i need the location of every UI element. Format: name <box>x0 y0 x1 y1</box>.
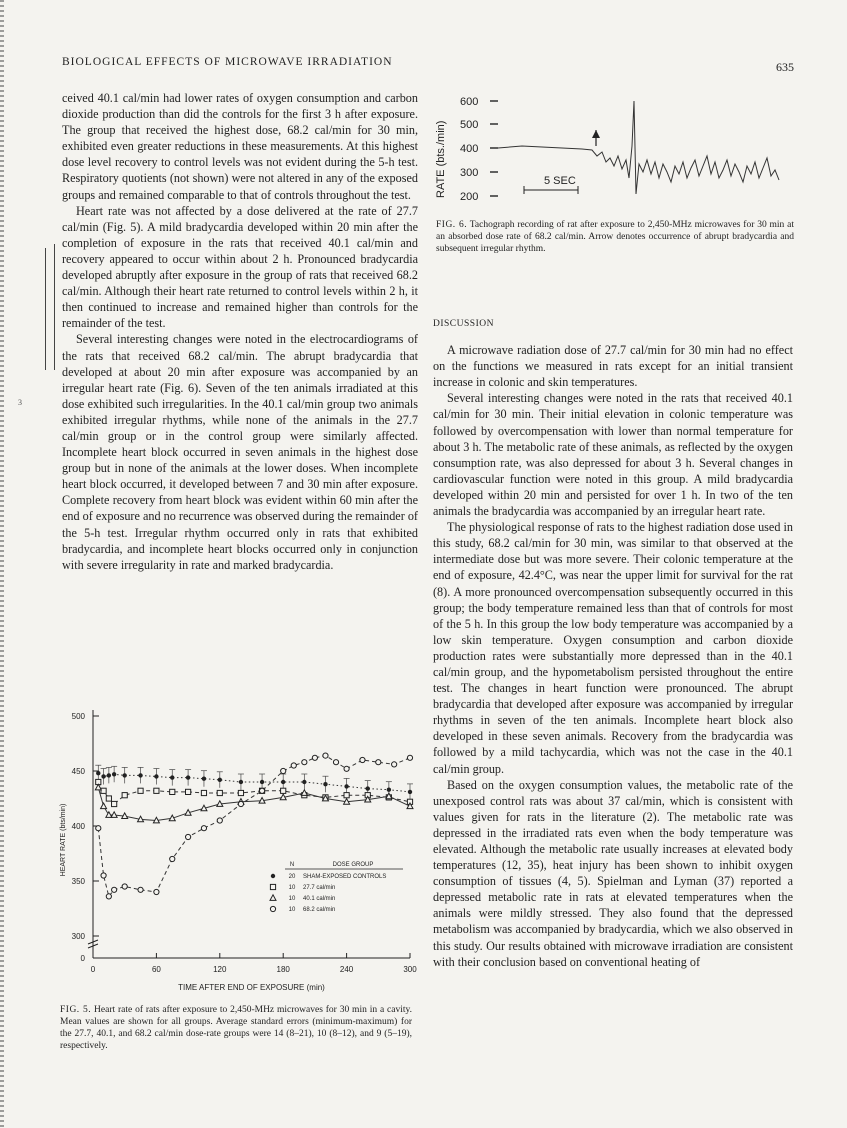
x-tick-label: 0 <box>90 965 96 974</box>
figure-5-caption <box>60 1004 412 1052</box>
data-point <box>154 788 159 793</box>
paragraph: Based on the oxygen consumption values, the metabolic rate of the unexposed control rats was about 37 cal/min, which is consistent with values given for rats in the literature (2). The metabolic rate was depressed in the irradiated rats even when the body temperature was elevated. Although the metabolic rate usually increases at elevated body temperatures (12, 35), heat injury has been shown to inhibit oxygen consumption of tissues (4, 5). Spielman and Lyman (37) reported a depressed metabolic rate in rats at elevated temperatures when the animals were mildly stressed. They also found that the depressed metabolism was accompanied by bradycardia, which we also observed in this study. Our results obtained with microwave irradiation are consistent with their conclusion based on conventional heating of <box>433 777 793 969</box>
scan-edge <box>0 0 4 1128</box>
data-point <box>344 793 349 798</box>
data-point <box>302 760 307 765</box>
arrow-head-icon <box>592 130 600 138</box>
page-number: 635 <box>776 60 794 74</box>
legend-header-n: N <box>289 862 295 868</box>
fig6-ytick: 500 <box>460 119 479 131</box>
data-point <box>408 790 412 794</box>
data-point <box>106 796 111 801</box>
legend-n: 10 <box>288 885 296 891</box>
fig6-ytick: 200 <box>460 191 479 203</box>
data-point <box>96 771 100 775</box>
data-point <box>101 788 106 793</box>
figure-5-label: FIG. 5. <box>60 1005 92 1015</box>
data-point <box>138 887 143 892</box>
data-point <box>101 873 106 878</box>
data-point <box>101 803 107 809</box>
legend-marker <box>271 874 275 878</box>
fig6-ytick: 300 <box>460 167 479 179</box>
data-point <box>360 757 365 762</box>
data-point <box>376 760 381 765</box>
fig6-ytick: 600 <box>460 96 479 108</box>
paragraph: A microwave radiation dose of 27.7 cal/min for 30 min had no effect on the functions we measured in rats except for an initial transient increase in colonic and skin temperatures. <box>433 343 793 390</box>
data-point <box>392 762 397 767</box>
data-point <box>201 790 206 795</box>
fig6-ylabel: RATE (bts./min) <box>435 120 447 198</box>
x-tick-label: 240 <box>339 965 354 974</box>
section-heading: DISCUSSION <box>433 319 494 329</box>
data-point <box>238 801 243 806</box>
data-point <box>344 784 348 788</box>
data-point <box>291 763 296 768</box>
data-point <box>333 760 338 765</box>
data-point <box>112 887 117 892</box>
data-point <box>138 788 143 793</box>
data-point <box>344 766 349 771</box>
data-point <box>154 889 159 894</box>
x-axis-label: TIME AFTER END OF EXPOSURE (min) <box>178 983 325 992</box>
y-tick-label: 350 <box>71 877 85 886</box>
fig6-ytick: 400 <box>460 143 479 155</box>
legend-marker <box>270 895 276 901</box>
paragraph: Several interesting changes were noted in the rats that received 40.1 cal/min for 30 min. Their initial elevation in colonic temperature was followed by overcompensation with lower than normal temperature for about 3 h. The metabolic rate of these animals, as reflected by the oxygen consumption rate, was also depressed for about 3 h. Several changes in cardiovascular function were noted in this group. A mild bradycardia developed within 20 min and persisted for over 1 h. In two of the ten animals the bradycardia was accompanied by an irregular heart rate. <box>433 391 793 519</box>
paragraph: Several interesting changes were noted in the electrocardiograms of the rats that received 68.2 cal/min. The abrupt bradycardia that developed at about 20 min after exposure was accompanied by an irregular heart rate (Fig. 6). Seven of the ten animals irradiated at this dose exhibited such irregularities. In the 40.1 cal/min group two animals exhibited irregular rhythms, while none of the animals in the 27.7 cal/min group or in the control group were similarly affected. Incomplete heart block occurred in seven animals in the highest dose group but in none of the animals at the lower doses. When incomplete heart block occurred, it developed between 7 and 30 min after exposure. Complete recovery from heart block was evident within 60 min after the end of exposure and no recurrence was observed during the remainder of the 5-h test. Irregular rhythm occurred only in rats that exhibited bradycardia, and incomplete heart blocks occurred only in conjunction with severe irregularity in rate and marked bradycardia. <box>62 332 418 572</box>
data-point <box>122 793 127 798</box>
y-tick-label: 300 <box>71 932 85 941</box>
data-point <box>170 789 175 794</box>
series-line <box>98 773 410 792</box>
data-point <box>106 894 111 899</box>
figure-5-caption-text: Heart rate of rats after exposure to 2,450-MHz microwaves for 30 min in a cavity. Mean values are shown for all groups. Average standard errors (minimum-maximum) for the 27.7, 40.1, and 68.2 cal/min dose-rate groups were 14 (8–21), 10 (8–12), and 9 (5–19), respectively. <box>60 1005 412 1051</box>
running-title: BIOLOGICAL EFFECTS OF MICROWAVE IRRADIATION <box>62 56 393 68</box>
data-point <box>101 774 105 778</box>
margin-rule <box>45 248 46 370</box>
legend-marker <box>270 906 275 911</box>
data-point <box>170 856 175 861</box>
fig6-scale-label: 5 SEC <box>544 175 576 187</box>
data-point <box>302 780 306 784</box>
legend-marker <box>270 884 275 889</box>
data-point <box>96 826 101 831</box>
legend-label: 27.7 cal/min <box>303 885 336 891</box>
figure-6-caption <box>436 219 794 255</box>
y-tick-label: 0 <box>80 954 85 963</box>
data-point <box>217 818 222 823</box>
data-point <box>186 789 191 794</box>
data-point <box>281 788 286 793</box>
x-tick-label: 300 <box>403 965 417 974</box>
paragraph: ceived 40.1 cal/min had lower rates of oxygen consumption and carbon dioxide production than did the controls for the first 3 h after exposure. The group that received the highest dose, 68.2 cal/min for 30 min, exhibited even greater reductions in these measurements. At this highest dose level recovery to control levels was not evident during the 5-h test. Respiratory quotients (not shown) were not altered in any of the exposed groups and remained comparable to that of controls throughout the test. <box>62 91 418 202</box>
data-point <box>366 786 370 790</box>
y-tick-label: 500 <box>71 712 85 721</box>
data-point <box>154 774 158 778</box>
legend-header-dose: DOSE GROUP <box>332 862 374 868</box>
legend-n: 10 <box>288 896 296 902</box>
data-point <box>312 755 317 760</box>
figure-6-caption-text: Tachograph recording of rat after exposure to 2,450-MHz microwaves for 30 min at an absorbed dose rate of 68.2 cal/min. Arrow denotes occurrence of abrupt bradycardia and subsequent irregular rhythm. <box>436 220 794 254</box>
data-point <box>217 790 222 795</box>
data-point <box>170 775 174 779</box>
paragraph: Heart rate was not affected by a dose delivered at the rate of 27.7 cal/min (Fig. 5). A mild bradycardia developed within 20 min after the completion of exposure in the rats that received 40.1 cal/min and recovery appeared to occur within about 2 h. Pronounced bradycardia developed abruptly after exposure in the group of rats that received 68.2 cal/min. Although their heart rate returned to control levels within 2 h, it then continued to increase and remained higher than controls for the remainder of the test. <box>62 203 418 331</box>
data-point <box>107 773 111 777</box>
data-point <box>281 768 286 773</box>
data-point <box>323 753 328 758</box>
legend-n: 20 <box>288 874 296 880</box>
figure-5-chart <box>55 700 430 1000</box>
x-tick-label: 180 <box>276 965 290 974</box>
right-column <box>433 316 793 970</box>
left-column <box>62 90 418 573</box>
data-point <box>218 778 222 782</box>
data-point <box>201 826 206 831</box>
data-point <box>112 772 116 776</box>
legend-label: 68.2 cal/min <box>303 907 336 913</box>
data-point <box>238 790 243 795</box>
data-point <box>138 773 142 777</box>
data-point <box>122 884 127 889</box>
margin-note: 3 <box>18 398 22 407</box>
data-point <box>323 782 327 786</box>
x-tick-label: 120 <box>213 965 227 974</box>
y-tick-label: 450 <box>71 767 85 776</box>
margin-rule <box>54 244 55 370</box>
y-tick-label: 400 <box>71 822 85 831</box>
data-point <box>186 775 190 779</box>
legend-n: 10 <box>288 907 296 913</box>
data-point <box>186 834 191 839</box>
figure-6-label: FIG. 6. <box>436 220 468 230</box>
series-line <box>98 788 410 821</box>
x-tick-label: 60 <box>151 965 161 974</box>
data-point <box>112 801 117 806</box>
data-point <box>202 777 206 781</box>
data-point <box>239 780 243 784</box>
data-point <box>407 755 412 760</box>
paragraph: The physiological response of rats to the highest radiation dose used in this study, 68.2 cal/min for 30 min, was similar to that observed at the intermediate dose but was more severe. Their colonic temperature at the end of exposure, 42.4°C, was near the upper limit for survival for the rat (8). A more pronounced overcompensation subsequently occurred in this group; the body temperature remained less than that of controls for most of the 5 h. In this group the low body temperature was accompanied by a low skin temperature. Oxygen consumption and carbon dioxide production rates were substantially more depressed than in the 40.1 cal/min group, and the hypometabolism persisted throughout the entire test. The changes in heart function were pronounced. The abrupt bradycardia that developed after exposure was accompanied by irregular rhythms in seven of the ten animals. Incomplete heart block also developed in these seven animals. Recovery from the bradycardia was followed by a mild tachycardia, which was not the case in the 40.1 cal/min group. <box>433 520 793 776</box>
data-point <box>281 780 285 784</box>
data-point <box>260 780 264 784</box>
data-point <box>387 788 391 792</box>
figure-6-tachograph <box>432 86 802 216</box>
data-point <box>259 788 264 793</box>
data-point <box>123 773 127 777</box>
y-axis-label: HEART RATE (bts/min) <box>60 803 67 877</box>
legend-label: 40.1 cal/min <box>303 896 336 902</box>
legend-label: SHAM-EXPOSED CONTROLS <box>303 874 387 880</box>
